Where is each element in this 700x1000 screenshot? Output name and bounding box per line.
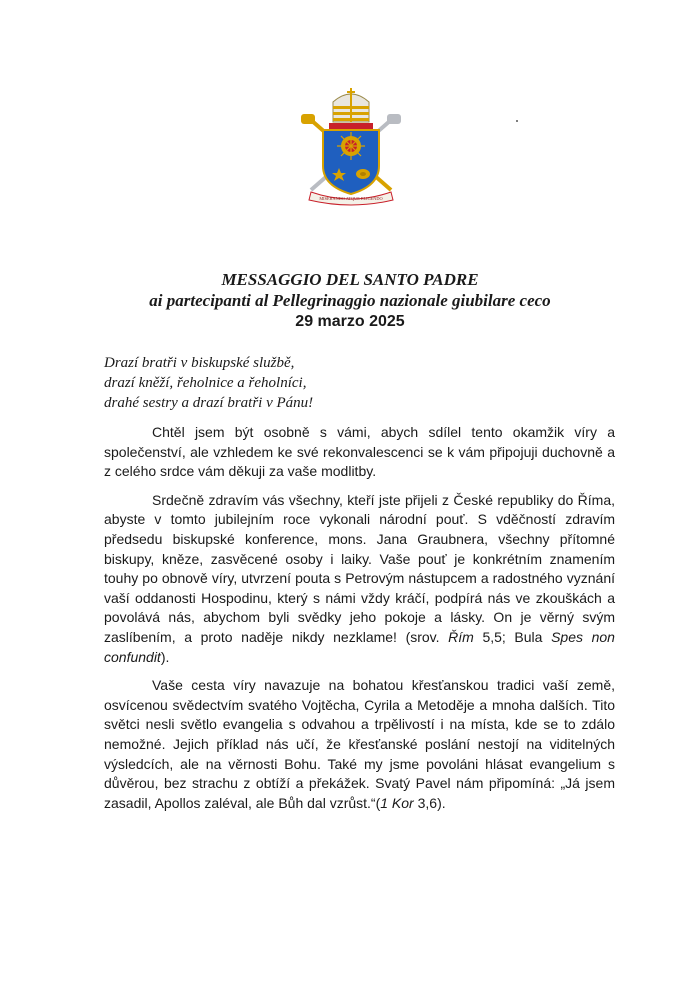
message-subtitle: ai partecipanti al Pellegrinaggio nazionale giubilare ceco — [149, 291, 551, 310]
reference-close: 3,6). — [413, 794, 446, 811]
message-body — [104, 423, 615, 822]
message-title-block — [0, 270, 700, 332]
message-date: 29 marzo 2025 — [295, 313, 405, 330]
papal-coat-of-arms — [297, 88, 405, 208]
scan-speck — [514, 118, 520, 124]
document-reference: Spes non confundit — [104, 628, 615, 665]
greeting-line: drazí kněží, řeholnice a řeholníci, — [104, 375, 307, 391]
scripture-reference: Řím — [448, 628, 474, 645]
message-title: MESSAGGIO DEL SANTO PADRE — [221, 270, 479, 289]
greeting-line: Drazí bratři v biskupské službě, — [104, 355, 295, 371]
greeting-block — [104, 353, 313, 413]
scripture-reference: 1 Kor — [380, 794, 414, 811]
motto-text: MISERANDO ATQUE ELIGENDO — [319, 196, 383, 201]
jesuit-sun-icon — [337, 132, 365, 160]
paragraph-2 — [104, 491, 615, 667]
paragraph-2-text: Srdečně zdravím vás všechny, kteří jste přijeli z České republiky do Říma, abyste v tomto jubilejním roce vykonali národní pouť. S vděčností zdravím předsedu biskupské konference, mons. Jana Graubnera, všechny přítomné biskupy, kněze, zasvěcené osoby i laiky. Vaše pouť je konkrétním znamením touhy po obnově víry, utvrzení pouta s Petrovým nástupcem a radostného vyznání vaší oddanosti Hospodinu, který s námi vždy kráčí, podpírá nás ve zkouškách a povolává nás, abychom byli svědky jeho pokoje a lásky. On je věrný svým zaslíbením, a proto naděje nikdy nezklame! (srov. — [104, 491, 615, 645]
paragraph-3 — [104, 676, 615, 813]
paragraph-3-text: Vaše cesta víry navazuje na bohatou křesťanskou tradici vaší země, osvícenou svědectvím svatého Vojtěcha, Cyrila a Metoděje a mnoha dalších. Tito světci nesli světlo evangelia s odvahou a trpělivostí i na místa, kde se to zdálo nemožné. Jejich příklad nás učí, že křesťanské poslání nestojí na viditelných výsledcích, ale na věrnosti Bohu. Také my jsme povoláni hlásat evangelium s důvěrou, bez strachu z obtíží a překážek. Svatý Pavel nám připomíná: „Já jsem zasadil, Apollos zaléval, ale Bůh dal vzrůst.“( — [104, 677, 615, 811]
mitre-icon — [333, 88, 369, 122]
reference-close: ). — [160, 648, 170, 665]
paragraph-1: Chtěl jsem být osobně s vámi, abych sdílel tento okamžik víry a společenství, ale vzhledem ke své rekonvalescenci se k vám připojuji duchovně a z celého srdce vám děkuji za vaše modlitby. — [104, 424, 615, 480]
reference-text: 5,5; Bula — [473, 628, 552, 645]
greeting-line: drahé sestry a drazí bratři v Pánu! — [104, 395, 314, 411]
nard-flower-icon — [356, 169, 370, 179]
